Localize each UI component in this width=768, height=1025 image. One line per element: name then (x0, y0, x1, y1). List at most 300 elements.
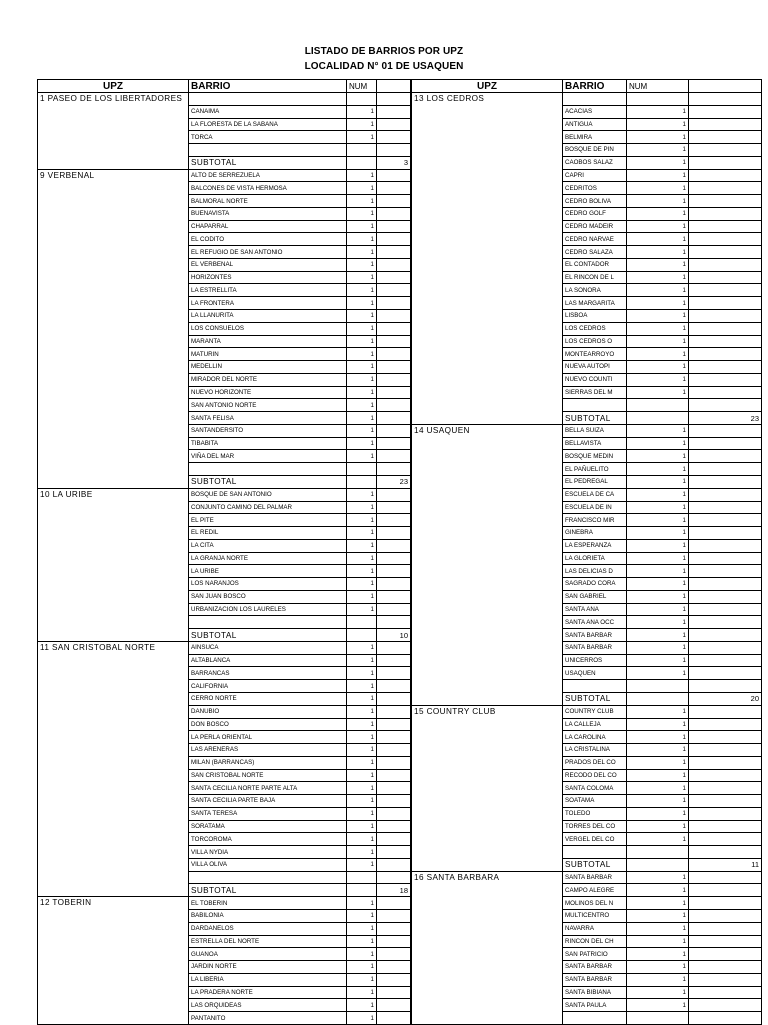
upz-subtotal (377, 680, 411, 693)
barrio-name (189, 616, 347, 629)
barrio-count: 1 (627, 935, 689, 948)
upz-subtotal: 10 (377, 629, 411, 642)
barrio-name: SAN ANTONIO NORTE (189, 399, 347, 412)
barrio-name: DARDANELOS (189, 922, 347, 935)
upz-subtotal (377, 616, 411, 629)
upz-subtotal (377, 144, 411, 157)
barrio-name: ALTABLANCA (189, 654, 347, 667)
barrio-name: SANTA BARBAR (563, 641, 627, 654)
barrio-name: NUEVA AUTOPI (563, 361, 627, 374)
barrio-name: LAS ORQUIDEAS (189, 999, 347, 1012)
barrio-count: 1 (347, 731, 377, 744)
header-total (689, 80, 762, 93)
barrio-count (627, 680, 689, 693)
barrio-name: VERGEL DEL CO (563, 833, 627, 846)
barrio-name: CONJUNTO CAMINO DEL PALMAR (189, 501, 347, 514)
barrio-name: LOS CONSUELOS (189, 322, 347, 335)
barrio-count: 1 (627, 948, 689, 961)
barrio-count: 1 (347, 450, 377, 463)
barrio-name: LAS DELICIAS D (563, 565, 627, 578)
barrio-count: 1 (347, 782, 377, 795)
barrio-name: SANTA CECILIA PARTE BAJA (189, 795, 347, 808)
barrio-count (627, 692, 689, 705)
barrio-count: 1 (347, 488, 377, 501)
barrio-count: 1 (627, 705, 689, 718)
upz-subtotal (377, 1012, 411, 1025)
barrio-count (347, 616, 377, 629)
upz-subtotal (377, 578, 411, 591)
barrio-name: LA CITA (189, 539, 347, 552)
upz-subtotal (689, 948, 762, 961)
barrio-name: LA PERLA ORIENTAL (189, 731, 347, 744)
upz-subtotal: 20 (689, 692, 762, 705)
barrio-count: 1 (627, 361, 689, 374)
upz-subtotal (689, 1012, 762, 1025)
barrio-name: SANTA FELISA (189, 412, 347, 425)
barrio-name (189, 144, 347, 157)
barrio-count: 1 (627, 820, 689, 833)
upz-subtotal (377, 195, 411, 208)
barrio-count: 1 (347, 195, 377, 208)
upz-subtotal (689, 999, 762, 1012)
barrio-count: 1 (627, 488, 689, 501)
subtotal-label: SUBTOTAL (189, 475, 347, 488)
upz-subtotal (689, 922, 762, 935)
upz-subtotal (377, 973, 411, 986)
barrio-count (347, 629, 377, 642)
barrio-name: CEDRO SALAZA (563, 246, 627, 259)
barrio-count: 1 (627, 271, 689, 284)
upz-subtotal (377, 310, 411, 323)
barrio-name: CEDRO NARVAE (563, 233, 627, 246)
barrio-name: SANTA ANA (563, 603, 627, 616)
upz-subtotal (377, 182, 411, 195)
upz-subtotal (689, 527, 762, 540)
barrio-name: LA FLORESTA DE LA SABANA (189, 118, 347, 131)
table-row (412, 871, 762, 884)
upz-subtotal (689, 910, 762, 923)
barrio-name: CAPRI (563, 169, 627, 182)
barrio-count (347, 475, 377, 488)
barrio-count: 1 (627, 616, 689, 629)
barrio-name: DANUBIO (189, 705, 347, 718)
upz-subtotal (377, 488, 411, 501)
upz-subtotal (689, 501, 762, 514)
barrio-name: SANTA BARBAR (563, 871, 627, 884)
upz-subtotal (689, 131, 762, 144)
upz-subtotal (689, 514, 762, 527)
upz-subtotal (689, 488, 762, 501)
barrio-name (563, 399, 627, 412)
barrio-name: LA PRADERA NORTE (189, 986, 347, 999)
barrio-name: MEDELLIN (189, 361, 347, 374)
upz-subtotal (689, 744, 762, 757)
barrio-count: 1 (347, 705, 377, 718)
barrio-name: EL PAÑUELITO (563, 463, 627, 476)
barrio-name: RECODO DEL CO (563, 769, 627, 782)
barrio-name: CAOBOS SALAZ (563, 156, 627, 169)
barrio-name: BALMORAL NORTE (189, 195, 347, 208)
barrio-count: 1 (627, 233, 689, 246)
barrio-name: EL REFUGIO DE SAN ANTONIO (189, 246, 347, 259)
upz-subtotal (689, 105, 762, 118)
upz-subtotal (377, 131, 411, 144)
upz-name: 16 SANTA BARBARA (412, 871, 563, 1024)
barrio-name (189, 93, 347, 106)
header-upz: UPZ (412, 80, 563, 93)
upz-subtotal (689, 590, 762, 603)
upz-subtotal (377, 986, 411, 999)
barrio-count: 1 (347, 552, 377, 565)
barrio-count: 1 (347, 718, 377, 731)
upz-subtotal (689, 386, 762, 399)
barrio-count: 1 (347, 271, 377, 284)
upz-subtotal (377, 795, 411, 808)
upz-subtotal (689, 182, 762, 195)
upz-subtotal (377, 667, 411, 680)
barrio-count (627, 93, 689, 106)
barrio-name (563, 1012, 627, 1025)
upz-subtotal (377, 590, 411, 603)
barrio-count: 1 (627, 552, 689, 565)
upz-subtotal (689, 667, 762, 680)
barrio-name (189, 463, 347, 476)
barrio-count: 1 (347, 667, 377, 680)
barrio-count: 1 (627, 731, 689, 744)
barrio-count: 1 (627, 246, 689, 259)
barrio-name: MARANTA (189, 335, 347, 348)
upz-subtotal (377, 603, 411, 616)
upz-subtotal: 18 (377, 884, 411, 897)
header-num: NUM (347, 80, 377, 93)
table-row (38, 169, 411, 182)
barrio-count: 1 (627, 795, 689, 808)
barrio-name: TOLEDO (563, 807, 627, 820)
upz-subtotal (377, 220, 411, 233)
upz-subtotal (377, 769, 411, 782)
upz-subtotal (689, 718, 762, 731)
upz-subtotal (689, 144, 762, 157)
barrio-count: 1 (347, 297, 377, 310)
barrio-name: EL REDIL (189, 527, 347, 540)
barrio-count: 1 (627, 463, 689, 476)
barrio-count: 1 (627, 310, 689, 323)
upz-subtotal (689, 769, 762, 782)
barrio-count (627, 412, 689, 425)
barrio-name: SAN CRISTOBAL NORTE (189, 769, 347, 782)
barrio-count: 1 (347, 922, 377, 935)
upz-subtotal (377, 897, 411, 910)
upz-subtotal (377, 552, 411, 565)
barrio-count: 1 (347, 744, 377, 757)
barrio-name: LA FRONTERA (189, 297, 347, 310)
upz-subtotal (377, 820, 411, 833)
barrio-count: 1 (347, 654, 377, 667)
upz-subtotal (689, 629, 762, 642)
barrio-name: MULTICENTRO (563, 910, 627, 923)
barrio-name: ALTO DE SERREZUELA (189, 169, 347, 182)
barrio-count: 1 (347, 386, 377, 399)
barrio-count: 1 (347, 833, 377, 846)
barrio-name: ESTRELLA DEL NORTE (189, 935, 347, 948)
barrio-count: 1 (347, 424, 377, 437)
upz-subtotal (377, 412, 411, 425)
upz-subtotal (689, 207, 762, 220)
barrio-count: 1 (627, 207, 689, 220)
barrio-name: HORIZONTES (189, 271, 347, 284)
header-upz: UPZ (38, 80, 189, 93)
upz-name: 12 TOBERIN (38, 897, 189, 1025)
upz-subtotal (689, 986, 762, 999)
upz-subtotal (689, 552, 762, 565)
upz-subtotal (377, 322, 411, 335)
barrio-name: BOSQUE DE PIN (563, 144, 627, 157)
upz-subtotal (377, 527, 411, 540)
upz-subtotal (377, 284, 411, 297)
barrio-name: SOATAMA (563, 795, 627, 808)
table-row (38, 897, 411, 910)
barrio-count: 1 (627, 144, 689, 157)
barrio-name: CERRO NORTE (189, 692, 347, 705)
right-upz-table (411, 79, 762, 1025)
barrio-name: EL TOBERIN (189, 897, 347, 910)
barrio-name: TORCA (189, 131, 347, 144)
upz-subtotal (689, 539, 762, 552)
upz-subtotal (377, 692, 411, 705)
upz-subtotal (689, 450, 762, 463)
barrio-name: BARRANCAS (189, 667, 347, 680)
upz-subtotal (689, 297, 762, 310)
barrio-name: TORCOROMA (189, 833, 347, 846)
barrio-name: CEDRO BOLIVA (563, 195, 627, 208)
upz-subtotal (377, 744, 411, 757)
upz-subtotal (689, 731, 762, 744)
upz-subtotal (377, 373, 411, 386)
upz-subtotal (377, 424, 411, 437)
barrio-name: AINSUCA (189, 641, 347, 654)
barrio-name: CANAIMA (189, 105, 347, 118)
upz-subtotal (689, 233, 762, 246)
barrio-count: 1 (627, 986, 689, 999)
barrio-name: BABILONIA (189, 910, 347, 923)
barrio-count: 1 (347, 246, 377, 259)
barrio-name: COUNTRY CLUB (563, 705, 627, 718)
barrio-count: 1 (347, 118, 377, 131)
barrio-count: 1 (347, 322, 377, 335)
barrio-count: 1 (347, 169, 377, 182)
barrio-count: 1 (347, 258, 377, 271)
barrio-name: SANTA PAULA (563, 999, 627, 1012)
barrio-count: 1 (347, 412, 377, 425)
header-barrio: BARRIO (189, 80, 347, 93)
upz-subtotal (689, 616, 762, 629)
upz-subtotal (689, 961, 762, 974)
barrio-count (347, 156, 377, 169)
upz-subtotal (689, 348, 762, 361)
barrio-name: UNICERROS (563, 654, 627, 667)
barrio-count: 1 (627, 450, 689, 463)
barrio-name: SAGRADO CORA (563, 578, 627, 591)
barrio-name: SANTA BARBAR (563, 629, 627, 642)
subtotal-label: SUBTOTAL (563, 412, 627, 425)
upz-subtotal (377, 731, 411, 744)
barrio-count: 1 (627, 131, 689, 144)
barrio-count (347, 884, 377, 897)
upz-subtotal (689, 373, 762, 386)
upz-subtotal: 23 (377, 475, 411, 488)
upz-subtotal (689, 437, 762, 450)
barrio-name: LA CAROLINA (563, 731, 627, 744)
barrio-count: 1 (627, 297, 689, 310)
barrio-name: BOSQUE MEDIN (563, 450, 627, 463)
upz-subtotal (377, 207, 411, 220)
barrio-name: LA GLORIETA (563, 552, 627, 565)
table-row (412, 424, 762, 437)
upz-subtotal (377, 705, 411, 718)
barrio-count: 1 (347, 846, 377, 859)
barrio-count: 1 (347, 578, 377, 591)
table-header-row (412, 80, 762, 93)
barrio-name: LA URIBE (189, 565, 347, 578)
upz-subtotal (689, 335, 762, 348)
barrio-count: 1 (347, 935, 377, 948)
barrio-name: URBANIZACION LOS LAURELES (189, 603, 347, 616)
barrio-name: LAS ARENERAS (189, 744, 347, 757)
barrio-count: 1 (347, 565, 377, 578)
barrio-name: EL RINCON DE L (563, 271, 627, 284)
barrio-name: EL VERBENAL (189, 258, 347, 271)
upz-subtotal (689, 220, 762, 233)
barrio-count: 1 (347, 220, 377, 233)
barrio-count: 1 (347, 986, 377, 999)
barrio-name: SANTA BIBIANA (563, 986, 627, 999)
barrio-name: LA GRANJA NORTE (189, 552, 347, 565)
table-row (38, 488, 411, 501)
barrio-count: 1 (627, 437, 689, 450)
subtotal-label: SUBTOTAL (563, 858, 627, 871)
upz-subtotal (377, 399, 411, 412)
barrio-count: 1 (627, 182, 689, 195)
upz-subtotal (689, 399, 762, 412)
upz-subtotal (377, 297, 411, 310)
barrio-count: 1 (627, 501, 689, 514)
barrio-name: LISBOA (563, 310, 627, 323)
barrio-name: GUANOA (189, 948, 347, 961)
upz-subtotal (689, 310, 762, 323)
barrio-count: 1 (347, 361, 377, 374)
barrio-count: 1 (347, 539, 377, 552)
barrio-count (627, 399, 689, 412)
upz-subtotal (689, 424, 762, 437)
barrio-name: SANTANDERSITO (189, 424, 347, 437)
upz-name: 14 USAQUEN (412, 424, 563, 705)
upz-subtotal (689, 935, 762, 948)
upz-subtotal (689, 756, 762, 769)
barrio-name: BUENAVISTA (189, 207, 347, 220)
barrio-name: CHAPARRAL (189, 220, 347, 233)
barrio-count: 1 (347, 348, 377, 361)
subtotal-label: SUBTOTAL (189, 156, 347, 169)
barrio-name: FRANCISCO MIR (563, 514, 627, 527)
barrio-name (563, 846, 627, 859)
upz-subtotal (377, 961, 411, 974)
upz-subtotal: 11 (689, 858, 762, 871)
barrio-count: 1 (627, 897, 689, 910)
barrio-name: MATURIN (189, 348, 347, 361)
upz-subtotal (377, 935, 411, 948)
barrio-count: 1 (347, 310, 377, 323)
barrio-count: 1 (347, 437, 377, 450)
upz-subtotal (377, 539, 411, 552)
table-row (412, 93, 762, 106)
upz-subtotal (377, 756, 411, 769)
upz-subtotal (689, 807, 762, 820)
barrio-count: 1 (627, 220, 689, 233)
barrio-name: PANTANITO (189, 1012, 347, 1025)
barrio-count: 1 (347, 692, 377, 705)
barrio-count: 1 (627, 105, 689, 118)
barrio-name: SANTA CECILIA NORTE PARTE ALTA (189, 782, 347, 795)
upz-subtotal (689, 871, 762, 884)
barrio-name: SAN PATRICIO (563, 948, 627, 961)
document-title: LISTADO DE BARRIOS POR UPZ (304, 46, 464, 57)
upz-subtotal: 23 (689, 412, 762, 425)
upz-subtotal (377, 641, 411, 654)
barrio-count: 1 (347, 1012, 377, 1025)
upz-subtotal (377, 348, 411, 361)
barrio-count: 1 (627, 756, 689, 769)
barrio-count: 1 (347, 373, 377, 386)
barrio-count: 1 (347, 399, 377, 412)
barrio-count: 1 (347, 501, 377, 514)
barrio-count (627, 858, 689, 871)
barrio-name: JARDIN NORTE (189, 961, 347, 974)
barrio-name: RINCON DEL CH (563, 935, 627, 948)
barrio-count: 1 (627, 629, 689, 642)
upz-subtotal (377, 846, 411, 859)
table-row (412, 705, 762, 718)
upz-name: 11 SAN CRISTOBAL NORTE (38, 641, 189, 896)
barrio-count: 1 (627, 782, 689, 795)
upz-subtotal (689, 884, 762, 897)
barrio-count: 1 (627, 578, 689, 591)
barrio-name: VIÑA DEL MAR (189, 450, 347, 463)
barrio-count: 1 (627, 922, 689, 935)
barrio-name: BELMIRA (563, 131, 627, 144)
upz-subtotal (377, 807, 411, 820)
subtotal-label: SUBTOTAL (189, 884, 347, 897)
barrio-count: 1 (347, 335, 377, 348)
upz-name: 10 LA URIBE (38, 488, 189, 641)
upz-name: 13 LOS CEDROS (412, 93, 563, 425)
upz-subtotal (689, 475, 762, 488)
upz-subtotal (689, 897, 762, 910)
barrio-name: SANTA COLOMA (563, 782, 627, 795)
barrio-name: LA SONORA (563, 284, 627, 297)
upz-subtotal (377, 361, 411, 374)
barrio-name: LA ESTRELLITA (189, 284, 347, 297)
upz-subtotal (689, 361, 762, 374)
barrio-name: LOS CEDROS (563, 322, 627, 335)
barrio-count (347, 463, 377, 476)
subtotal-label: SUBTOTAL (189, 629, 347, 642)
upz-name: 1 PASEO DE LOS LIBERTADORES (38, 93, 189, 170)
barrio-count: 1 (627, 641, 689, 654)
upz-subtotal (377, 93, 411, 106)
upz-subtotal (689, 169, 762, 182)
table-row (38, 93, 411, 106)
barrio-count: 1 (347, 820, 377, 833)
